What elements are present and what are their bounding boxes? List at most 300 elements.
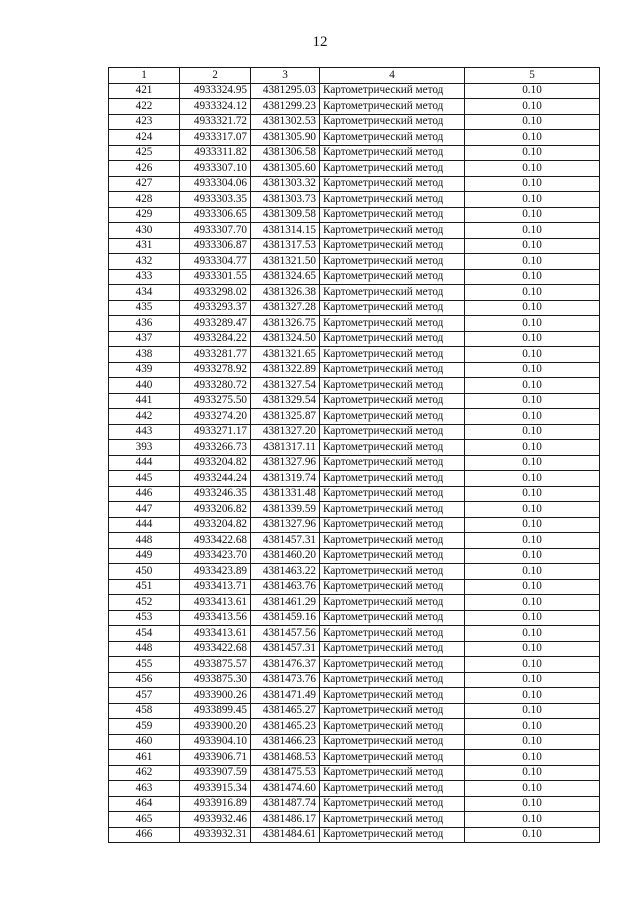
- y-coordinate-cell: 4381475.53: [251, 765, 320, 781]
- y-coordinate-cell: 4381476.37: [251, 657, 320, 673]
- x-coordinate-cell: 4933284.22: [180, 331, 251, 347]
- x-coordinate-cell: 4933280.72: [180, 378, 251, 394]
- accuracy-cell: 0.10: [465, 641, 600, 657]
- column-header-5: 5: [465, 68, 600, 84]
- accuracy-cell: 0.10: [465, 223, 600, 239]
- accuracy-cell: 0.10: [465, 703, 600, 719]
- y-coordinate-cell: 4381317.11: [251, 440, 320, 456]
- accuracy-cell: 0.10: [465, 378, 600, 394]
- table-row: [109, 130, 600, 146]
- table-row: [109, 83, 600, 99]
- accuracy-cell: 0.10: [465, 765, 600, 781]
- table-row: [109, 192, 600, 208]
- point-number-cell: 455: [109, 657, 180, 673]
- x-coordinate-cell: 4933204.82: [180, 517, 251, 533]
- y-coordinate-cell: 4381474.60: [251, 781, 320, 797]
- point-number-cell: 449: [109, 548, 180, 564]
- accuracy-cell: 0.10: [465, 657, 600, 673]
- point-number-cell: 460: [109, 734, 180, 750]
- method-cell: Картометрический метод: [320, 145, 465, 161]
- y-coordinate-cell: 4381327.20: [251, 424, 320, 440]
- table-row: [109, 688, 600, 704]
- accuracy-cell: 0.10: [465, 331, 600, 347]
- header-row: [109, 68, 600, 84]
- y-coordinate-cell: 4381484.61: [251, 827, 320, 843]
- method-cell: Картометрический метод: [320, 99, 465, 115]
- point-number-cell: 393: [109, 440, 180, 456]
- y-coordinate-cell: 4381461.29: [251, 595, 320, 611]
- column-header-2: 2: [180, 68, 251, 84]
- method-cell: Картометрический метод: [320, 610, 465, 626]
- point-number-cell: 442: [109, 409, 180, 425]
- x-coordinate-cell: 4933317.07: [180, 130, 251, 146]
- table-row: [109, 316, 600, 332]
- x-coordinate-cell: 4933907.59: [180, 765, 251, 781]
- x-coordinate-cell: 4933307.70: [180, 223, 251, 239]
- method-cell: Картометрический метод: [320, 533, 465, 549]
- point-number-cell: 437: [109, 331, 180, 347]
- point-number-cell: 462: [109, 765, 180, 781]
- method-cell: Картометрический метод: [320, 812, 465, 828]
- accuracy-cell: 0.10: [465, 285, 600, 301]
- x-coordinate-cell: 4933875.30: [180, 672, 251, 688]
- point-number-cell: 451: [109, 579, 180, 595]
- accuracy-cell: 0.10: [465, 610, 600, 626]
- y-coordinate-cell: 4381466.23: [251, 734, 320, 750]
- x-coordinate-cell: 4933413.61: [180, 626, 251, 642]
- accuracy-cell: 0.10: [465, 796, 600, 812]
- table-row: [109, 347, 600, 363]
- method-cell: Картометрический метод: [320, 827, 465, 843]
- x-coordinate-cell: 4933293.37: [180, 300, 251, 316]
- point-number-cell: 434: [109, 285, 180, 301]
- point-number-cell: 440: [109, 378, 180, 394]
- accuracy-cell: 0.10: [465, 161, 600, 177]
- y-coordinate-cell: 4381321.50: [251, 254, 320, 270]
- method-cell: Картометрический метод: [320, 471, 465, 487]
- y-coordinate-cell: 4381306.58: [251, 145, 320, 161]
- point-number-cell: 428: [109, 192, 180, 208]
- y-coordinate-cell: 4381465.27: [251, 703, 320, 719]
- x-coordinate-cell: 4933324.95: [180, 83, 251, 99]
- accuracy-cell: 0.10: [465, 362, 600, 378]
- table-row: [109, 238, 600, 254]
- accuracy-cell: 0.10: [465, 517, 600, 533]
- x-coordinate-cell: 4933423.89: [180, 564, 251, 580]
- y-coordinate-cell: 4381331.48: [251, 486, 320, 502]
- method-cell: Картометрический метод: [320, 331, 465, 347]
- method-cell: Картометрический метод: [320, 114, 465, 130]
- x-coordinate-cell: 4933246.35: [180, 486, 251, 502]
- y-coordinate-cell: 4381463.76: [251, 579, 320, 595]
- accuracy-cell: 0.10: [465, 688, 600, 704]
- table-body: [109, 83, 600, 843]
- x-coordinate-cell: 4933413.61: [180, 595, 251, 611]
- y-coordinate-cell: 4381463.22: [251, 564, 320, 580]
- accuracy-cell: 0.10: [465, 347, 600, 363]
- table-row: [109, 610, 600, 626]
- table-row: [109, 378, 600, 394]
- y-coordinate-cell: 4381305.90: [251, 130, 320, 146]
- y-coordinate-cell: 4381325.87: [251, 409, 320, 425]
- accuracy-cell: 0.10: [465, 812, 600, 828]
- point-number-cell: 435: [109, 300, 180, 316]
- x-coordinate-cell: 4933413.56: [180, 610, 251, 626]
- accuracy-cell: 0.10: [465, 207, 600, 223]
- method-cell: Картометрический метод: [320, 719, 465, 735]
- point-number-cell: 453: [109, 610, 180, 626]
- table-row: [109, 595, 600, 611]
- accuracy-cell: 0.10: [465, 424, 600, 440]
- accuracy-cell: 0.10: [465, 114, 600, 130]
- x-coordinate-cell: 4933932.31: [180, 827, 251, 843]
- accuracy-cell: 0.10: [465, 734, 600, 750]
- point-number-cell: 454: [109, 626, 180, 642]
- accuracy-cell: 0.10: [465, 83, 600, 99]
- x-coordinate-cell: 4933413.71: [180, 579, 251, 595]
- y-coordinate-cell: 4381459.16: [251, 610, 320, 626]
- coordinates-table-wrapper: [108, 67, 600, 843]
- y-coordinate-cell: 4381487.74: [251, 796, 320, 812]
- table-row: [109, 331, 600, 347]
- table-header: [109, 68, 600, 84]
- y-coordinate-cell: 4381303.73: [251, 192, 320, 208]
- y-coordinate-cell: 4381321.65: [251, 347, 320, 363]
- accuracy-cell: 0.10: [465, 99, 600, 115]
- point-number-cell: 429: [109, 207, 180, 223]
- method-cell: Картометрический метод: [320, 176, 465, 192]
- x-coordinate-cell: 4933422.68: [180, 533, 251, 549]
- y-coordinate-cell: 4381468.53: [251, 750, 320, 766]
- method-cell: Картометрический метод: [320, 440, 465, 456]
- method-cell: Картометрический метод: [320, 734, 465, 750]
- y-coordinate-cell: 4381471.49: [251, 688, 320, 704]
- point-number-cell: 448: [109, 641, 180, 657]
- table-row: [109, 548, 600, 564]
- y-coordinate-cell: 4381324.65: [251, 269, 320, 285]
- table-row: [109, 114, 600, 130]
- method-cell: Картометрический метод: [320, 300, 465, 316]
- accuracy-cell: 0.10: [465, 533, 600, 549]
- method-cell: Картометрический метод: [320, 393, 465, 409]
- page-number: 12: [312, 34, 328, 50]
- table-row: [109, 703, 600, 719]
- method-cell: Картометрический метод: [320, 378, 465, 394]
- table-row: [109, 440, 600, 456]
- method-cell: Картометрический метод: [320, 486, 465, 502]
- point-number-cell: 461: [109, 750, 180, 766]
- x-coordinate-cell: 4933266.73: [180, 440, 251, 456]
- y-coordinate-cell: 4381295.03: [251, 83, 320, 99]
- table-row: [109, 533, 600, 549]
- method-cell: Картометрический метод: [320, 796, 465, 812]
- point-number-cell: 425: [109, 145, 180, 161]
- point-number-cell: 443: [109, 424, 180, 440]
- point-number-cell: 424: [109, 130, 180, 146]
- y-coordinate-cell: 4381303.32: [251, 176, 320, 192]
- x-coordinate-cell: 4933900.20: [180, 719, 251, 735]
- method-cell: Картометрический метод: [320, 238, 465, 254]
- table-row: [109, 502, 600, 518]
- column-header-1: 1: [109, 68, 180, 84]
- point-number-cell: 447: [109, 502, 180, 518]
- table-row: [109, 579, 600, 595]
- y-coordinate-cell: 4381305.60: [251, 161, 320, 177]
- point-number-cell: 456: [109, 672, 180, 688]
- table-row: [109, 796, 600, 812]
- point-number-cell: 436: [109, 316, 180, 332]
- accuracy-cell: 0.10: [465, 455, 600, 471]
- x-coordinate-cell: 4933278.92: [180, 362, 251, 378]
- x-coordinate-cell: 4933289.47: [180, 316, 251, 332]
- x-coordinate-cell: 4933422.68: [180, 641, 251, 657]
- table-row: [109, 362, 600, 378]
- point-number-cell: 466: [109, 827, 180, 843]
- accuracy-cell: 0.10: [465, 626, 600, 642]
- x-coordinate-cell: 4933271.17: [180, 424, 251, 440]
- method-cell: Картометрический метод: [320, 703, 465, 719]
- table-row: [109, 827, 600, 843]
- accuracy-cell: 0.10: [465, 719, 600, 735]
- method-cell: Картометрический метод: [320, 223, 465, 239]
- point-number-cell: 464: [109, 796, 180, 812]
- method-cell: Картометрический метод: [320, 672, 465, 688]
- y-coordinate-cell: 4381309.58: [251, 207, 320, 223]
- method-cell: Картометрический метод: [320, 285, 465, 301]
- y-coordinate-cell: 4381327.96: [251, 517, 320, 533]
- x-coordinate-cell: 4933304.06: [180, 176, 251, 192]
- table-row: [109, 176, 600, 192]
- method-cell: Картометрический метод: [320, 254, 465, 270]
- x-coordinate-cell: 4933916.89: [180, 796, 251, 812]
- method-cell: Картометрический метод: [320, 657, 465, 673]
- y-coordinate-cell: 4381317.53: [251, 238, 320, 254]
- table-row: [109, 300, 600, 316]
- method-cell: Картометрический метод: [320, 269, 465, 285]
- table-row: [109, 161, 600, 177]
- point-number-cell: 444: [109, 455, 180, 471]
- accuracy-cell: 0.10: [465, 564, 600, 580]
- y-coordinate-cell: 4381457.31: [251, 533, 320, 549]
- y-coordinate-cell: 4381299.23: [251, 99, 320, 115]
- x-coordinate-cell: 4933306.65: [180, 207, 251, 223]
- point-number-cell: 430: [109, 223, 180, 239]
- y-coordinate-cell: 4381486.17: [251, 812, 320, 828]
- method-cell: Картометрический метод: [320, 347, 465, 363]
- x-coordinate-cell: 4933306.87: [180, 238, 251, 254]
- point-number-cell: 452: [109, 595, 180, 611]
- accuracy-cell: 0.10: [465, 409, 600, 425]
- accuracy-cell: 0.10: [465, 393, 600, 409]
- table-row: [109, 145, 600, 161]
- y-coordinate-cell: 4381329.54: [251, 393, 320, 409]
- table-row: [109, 564, 600, 580]
- accuracy-cell: 0.10: [465, 579, 600, 595]
- accuracy-cell: 0.10: [465, 471, 600, 487]
- method-cell: Картометрический метод: [320, 595, 465, 611]
- method-cell: Картометрический метод: [320, 548, 465, 564]
- accuracy-cell: 0.10: [465, 440, 600, 456]
- table-row: [109, 641, 600, 657]
- accuracy-cell: 0.10: [465, 145, 600, 161]
- method-cell: Картометрический метод: [320, 316, 465, 332]
- method-cell: Картометрический метод: [320, 626, 465, 642]
- method-cell: Картометрический метод: [320, 455, 465, 471]
- accuracy-cell: 0.10: [465, 781, 600, 797]
- column-header-3: 3: [251, 68, 320, 84]
- method-cell: Картометрический метод: [320, 688, 465, 704]
- x-coordinate-cell: 4933275.50: [180, 393, 251, 409]
- y-coordinate-cell: 4381324.50: [251, 331, 320, 347]
- table-row: [109, 765, 600, 781]
- accuracy-cell: 0.10: [465, 502, 600, 518]
- table-row: [109, 626, 600, 642]
- point-number-cell: 444: [109, 517, 180, 533]
- y-coordinate-cell: 4381327.28: [251, 300, 320, 316]
- method-cell: Картометрический метод: [320, 781, 465, 797]
- x-coordinate-cell: 4933899.45: [180, 703, 251, 719]
- method-cell: Картометрический метод: [320, 362, 465, 378]
- point-number-cell: 422: [109, 99, 180, 115]
- x-coordinate-cell: 4933875.57: [180, 657, 251, 673]
- table-row: [109, 455, 600, 471]
- x-coordinate-cell: 4933244.24: [180, 471, 251, 487]
- y-coordinate-cell: 4381457.31: [251, 641, 320, 657]
- method-cell: Картометрический метод: [320, 192, 465, 208]
- point-number-cell: 445: [109, 471, 180, 487]
- y-coordinate-cell: 4381302.53: [251, 114, 320, 130]
- point-number-cell: 441: [109, 393, 180, 409]
- accuracy-cell: 0.10: [465, 254, 600, 270]
- x-coordinate-cell: 4933301.55: [180, 269, 251, 285]
- point-number-cell: 431: [109, 238, 180, 254]
- table-row: [109, 672, 600, 688]
- point-number-cell: 427: [109, 176, 180, 192]
- point-number-cell: 423: [109, 114, 180, 130]
- method-cell: Картометрический метод: [320, 641, 465, 657]
- y-coordinate-cell: 4381327.54: [251, 378, 320, 394]
- point-number-cell: 439: [109, 362, 180, 378]
- table-row: [109, 750, 600, 766]
- table-row: [109, 207, 600, 223]
- point-number-cell: 438: [109, 347, 180, 363]
- method-cell: Картометрический метод: [320, 564, 465, 580]
- column-header-4: 4: [320, 68, 465, 84]
- x-coordinate-cell: 4933904.10: [180, 734, 251, 750]
- method-cell: Картометрический метод: [320, 517, 465, 533]
- point-number-cell: 446: [109, 486, 180, 502]
- table-row: [109, 269, 600, 285]
- x-coordinate-cell: 4933206.82: [180, 502, 251, 518]
- accuracy-cell: 0.10: [465, 548, 600, 564]
- method-cell: Картометрический метод: [320, 750, 465, 766]
- table-row: [109, 393, 600, 409]
- accuracy-cell: 0.10: [465, 827, 600, 843]
- x-coordinate-cell: 4933274.20: [180, 409, 251, 425]
- accuracy-cell: 0.10: [465, 176, 600, 192]
- accuracy-cell: 0.10: [465, 672, 600, 688]
- method-cell: Картометрический метод: [320, 83, 465, 99]
- point-number-cell: 465: [109, 812, 180, 828]
- accuracy-cell: 0.10: [465, 269, 600, 285]
- method-cell: Картометрический метод: [320, 424, 465, 440]
- method-cell: Картометрический метод: [320, 579, 465, 595]
- point-number-cell: 421: [109, 83, 180, 99]
- y-coordinate-cell: 4381473.76: [251, 672, 320, 688]
- y-coordinate-cell: 4381339.59: [251, 502, 320, 518]
- point-number-cell: 432: [109, 254, 180, 270]
- accuracy-cell: 0.10: [465, 300, 600, 316]
- accuracy-cell: 0.10: [465, 192, 600, 208]
- point-number-cell: 450: [109, 564, 180, 580]
- point-number-cell: 459: [109, 719, 180, 735]
- accuracy-cell: 0.10: [465, 238, 600, 254]
- x-coordinate-cell: 4933932.46: [180, 812, 251, 828]
- point-number-cell: 448: [109, 533, 180, 549]
- x-coordinate-cell: 4933281.77: [180, 347, 251, 363]
- x-coordinate-cell: 4933324.12: [180, 99, 251, 115]
- y-coordinate-cell: 4381319.74: [251, 471, 320, 487]
- method-cell: Картометрический метод: [320, 502, 465, 518]
- x-coordinate-cell: 4933915.34: [180, 781, 251, 797]
- table-row: [109, 471, 600, 487]
- accuracy-cell: 0.10: [465, 595, 600, 611]
- x-coordinate-cell: 4933204.82: [180, 455, 251, 471]
- x-coordinate-cell: 4933423.70: [180, 548, 251, 564]
- point-number-cell: 458: [109, 703, 180, 719]
- table-row: [109, 781, 600, 797]
- y-coordinate-cell: 4381460.20: [251, 548, 320, 564]
- y-coordinate-cell: 4381457.56: [251, 626, 320, 642]
- x-coordinate-cell: 4933304.77: [180, 254, 251, 270]
- point-number-cell: 463: [109, 781, 180, 797]
- table-row: [109, 285, 600, 301]
- table-row: [109, 517, 600, 533]
- method-cell: Картометрический метод: [320, 130, 465, 146]
- table-row: [109, 486, 600, 502]
- table-row: [109, 99, 600, 115]
- table-row: [109, 812, 600, 828]
- y-coordinate-cell: 4381327.96: [251, 455, 320, 471]
- point-number-cell: 433: [109, 269, 180, 285]
- table-row: [109, 657, 600, 673]
- method-cell: Картометрический метод: [320, 207, 465, 223]
- coordinates-table: [108, 67, 600, 843]
- y-coordinate-cell: 4381326.75: [251, 316, 320, 332]
- method-cell: Картометрический метод: [320, 161, 465, 177]
- x-coordinate-cell: 4933303.35: [180, 192, 251, 208]
- accuracy-cell: 0.10: [465, 486, 600, 502]
- table-row: [109, 409, 600, 425]
- y-coordinate-cell: 4381322.89: [251, 362, 320, 378]
- y-coordinate-cell: 4381326.38: [251, 285, 320, 301]
- accuracy-cell: 0.10: [465, 750, 600, 766]
- method-cell: Картометрический метод: [320, 765, 465, 781]
- method-cell: Картометрический метод: [320, 409, 465, 425]
- x-coordinate-cell: 4933321.72: [180, 114, 251, 130]
- table-row: [109, 424, 600, 440]
- point-number-cell: 426: [109, 161, 180, 177]
- y-coordinate-cell: 4381465.23: [251, 719, 320, 735]
- table-row: [109, 719, 600, 735]
- table-row: [109, 734, 600, 750]
- x-coordinate-cell: 4933900.26: [180, 688, 251, 704]
- point-number-cell: 457: [109, 688, 180, 704]
- accuracy-cell: 0.10: [465, 316, 600, 332]
- x-coordinate-cell: 4933311.82: [180, 145, 251, 161]
- y-coordinate-cell: 4381314.15: [251, 223, 320, 239]
- table-row: [109, 223, 600, 239]
